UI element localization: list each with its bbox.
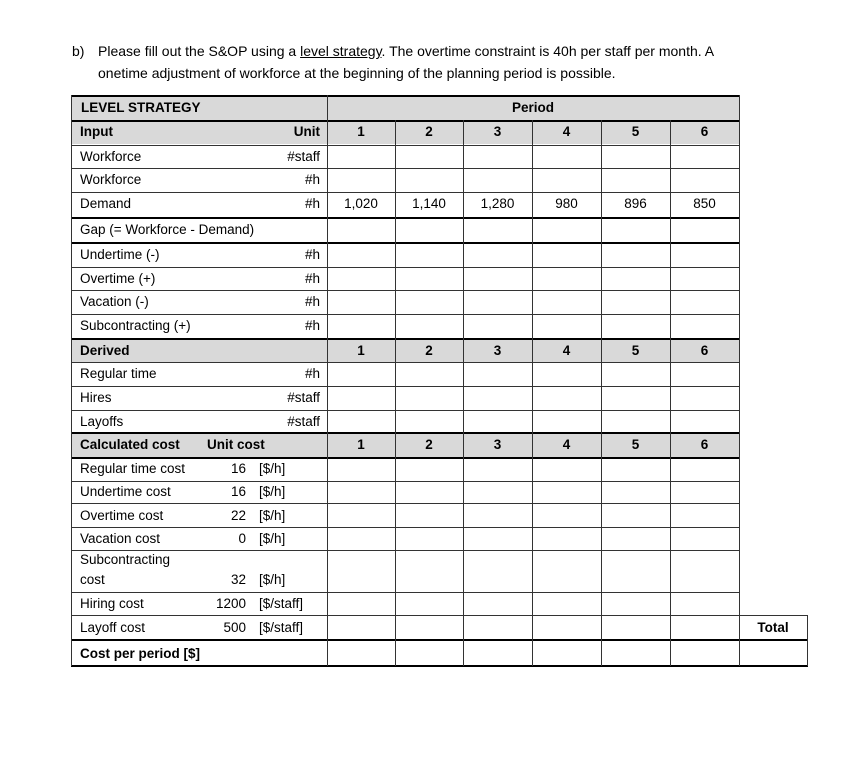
input-row-unit: #h: [304, 196, 320, 211]
cost-row-label: Vacation cost: [80, 531, 161, 546]
period-col-line: [395, 120, 396, 666]
cost-period-3: 3: [493, 437, 502, 452]
demand-value-6: 850: [693, 196, 716, 211]
input-row-unit: #h: [304, 318, 320, 333]
cost-per-period-label: Cost per period [$]: [80, 646, 201, 661]
question-line1-b: . The overtime constraint is 40h per staff per month. A: [381, 43, 715, 59]
derived-row-label: Hires: [80, 390, 112, 405]
derived-period-2: 2: [425, 343, 433, 358]
period-col-line: [670, 120, 671, 666]
derived-period-3: 3: [493, 343, 502, 358]
cost-row-unit: [$/staff]: [259, 596, 304, 611]
question-line2: onetime adjustment of workforce at the beginning of the planning period is possible.: [98, 65, 616, 81]
input-row-unit: #staff: [287, 149, 320, 164]
table-left-line: [71, 95, 72, 666]
cost-period-5: 5: [631, 437, 640, 452]
input-period-1: 1: [357, 124, 365, 139]
row-line: [71, 192, 739, 193]
demand-value-1: 1,020: [344, 196, 378, 211]
input-row-unit: #h: [304, 271, 320, 286]
derived-line: [71, 338, 739, 340]
derived-row-unit: #staff: [287, 390, 320, 405]
cost-row-unit: [$/h]: [259, 508, 286, 523]
derived-period-4: 4: [562, 343, 571, 358]
cost-header-line: [71, 457, 739, 459]
input-period-4: 4: [562, 124, 571, 139]
cost-row-label: Overtime cost: [80, 508, 164, 523]
table-top-line: [71, 95, 740, 97]
cost-row-unit: [$/h]: [259, 572, 286, 587]
input-period-3: 3: [493, 124, 502, 139]
input-row-label: Undertime (-): [80, 247, 160, 262]
cost-row-value: 16: [230, 461, 246, 476]
row-line: [71, 481, 739, 482]
cost-row-unit: [$/h]: [259, 461, 286, 476]
cost-row-value: 32: [230, 572, 246, 587]
period-col-line: [532, 120, 533, 666]
period-label: Period: [511, 100, 554, 115]
row-line: [71, 267, 739, 268]
gap-bottom-line: [71, 242, 739, 244]
input-row-label: Workforce: [80, 149, 142, 164]
demand-value-2: 1,140: [412, 196, 446, 211]
total-label: Total: [757, 620, 789, 635]
row-line: [71, 503, 739, 504]
derived-row-unit: #staff: [287, 414, 320, 429]
input-row-label: Subcontracting (+): [80, 318, 191, 333]
input-unit-header: Unit: [293, 124, 320, 139]
cost-row-value: 22: [230, 508, 246, 523]
input-row-unit: #h: [304, 172, 320, 187]
cost-row-label: Hiring cost: [80, 596, 144, 611]
row-line: [71, 550, 739, 551]
cost-row-value: 16: [230, 484, 246, 499]
period-col-line: [463, 120, 464, 666]
cost-line: [71, 432, 739, 434]
row-line: [71, 362, 739, 363]
derived-row-label: Layoffs: [80, 414, 124, 429]
question-line1-a: Please fill out the S&OP using a: [98, 43, 301, 59]
input-period-6: 6: [700, 124, 709, 139]
row-line: [71, 386, 739, 387]
row-line: [71, 527, 739, 528]
cost-period-4: 4: [562, 437, 571, 452]
cost-per-period-top-line: [71, 639, 807, 641]
demand-value-3: 1,280: [480, 196, 515, 211]
cost-row-label-2: cost: [80, 572, 105, 587]
input-period-5: 5: [631, 124, 640, 139]
question-label: b): [72, 43, 85, 59]
input-row-label: Gap (= Workforce - Demand): [80, 222, 255, 237]
row-line: [71, 410, 739, 411]
cost-row-label: Subcontracting: [80, 552, 171, 567]
question-text: [72, 40, 812, 84]
row-line: [71, 168, 739, 169]
cost-row-unit: [$/h]: [259, 484, 286, 499]
input-row-label: Demand: [80, 196, 132, 211]
gap-line: [71, 217, 739, 219]
cost-period-6: 6: [700, 437, 709, 452]
cost-header: Calculated cost: [80, 437, 180, 452]
total-right-line: [807, 615, 808, 666]
total-top-line: [739, 615, 807, 616]
cost-row-label: Regular time cost: [80, 461, 186, 476]
row-line: [71, 314, 739, 315]
input-period-2: 2: [425, 124, 433, 139]
input-row-unit: #h: [304, 294, 320, 309]
input-row-unit: #h: [304, 247, 320, 262]
demand-value-5: 896: [624, 196, 647, 211]
cost-period-2: 2: [425, 437, 433, 452]
row-line: [71, 290, 739, 291]
table-bottom-line: [71, 665, 808, 667]
derived-header: Derived: [80, 343, 130, 358]
level-strategy-underlined: level strategy: [300, 43, 382, 59]
header-line: [71, 120, 739, 122]
row-line: [71, 145, 739, 146]
cost-row-value: 1200: [215, 596, 246, 611]
period-col-line: [601, 120, 602, 666]
cost-row-unit: [$/h]: [259, 531, 286, 546]
row-line: [71, 592, 739, 593]
input-row-label: Workforce: [80, 172, 142, 187]
cost-row-value: 500: [223, 620, 246, 635]
table-title: LEVEL STRATEGY: [81, 100, 201, 115]
derived-period-6: 6: [700, 343, 709, 358]
row-line: [71, 615, 739, 616]
label-col-line: [327, 95, 328, 666]
derived-period-5: 5: [631, 343, 640, 358]
input-row-label: Overtime (+): [80, 271, 156, 286]
cost-row-label: Layoff cost: [80, 620, 146, 635]
cost-row-label: Undertime cost: [80, 484, 171, 499]
cost-unit-header: Unit cost: [207, 437, 265, 452]
cost-row-value: 0: [238, 531, 246, 546]
cost-row-unit: [$/staff]: [259, 620, 304, 635]
input-row-label: Vacation (-): [80, 294, 149, 309]
derived-period-1: 1: [357, 343, 365, 358]
cost-period-1: 1: [357, 437, 365, 452]
derived-row-label: Regular time: [80, 366, 157, 381]
input-header: Input: [80, 124, 113, 139]
demand-value-4: 980: [555, 196, 578, 211]
table-right-line: [739, 95, 740, 666]
derived-row-unit: #h: [304, 366, 320, 381]
